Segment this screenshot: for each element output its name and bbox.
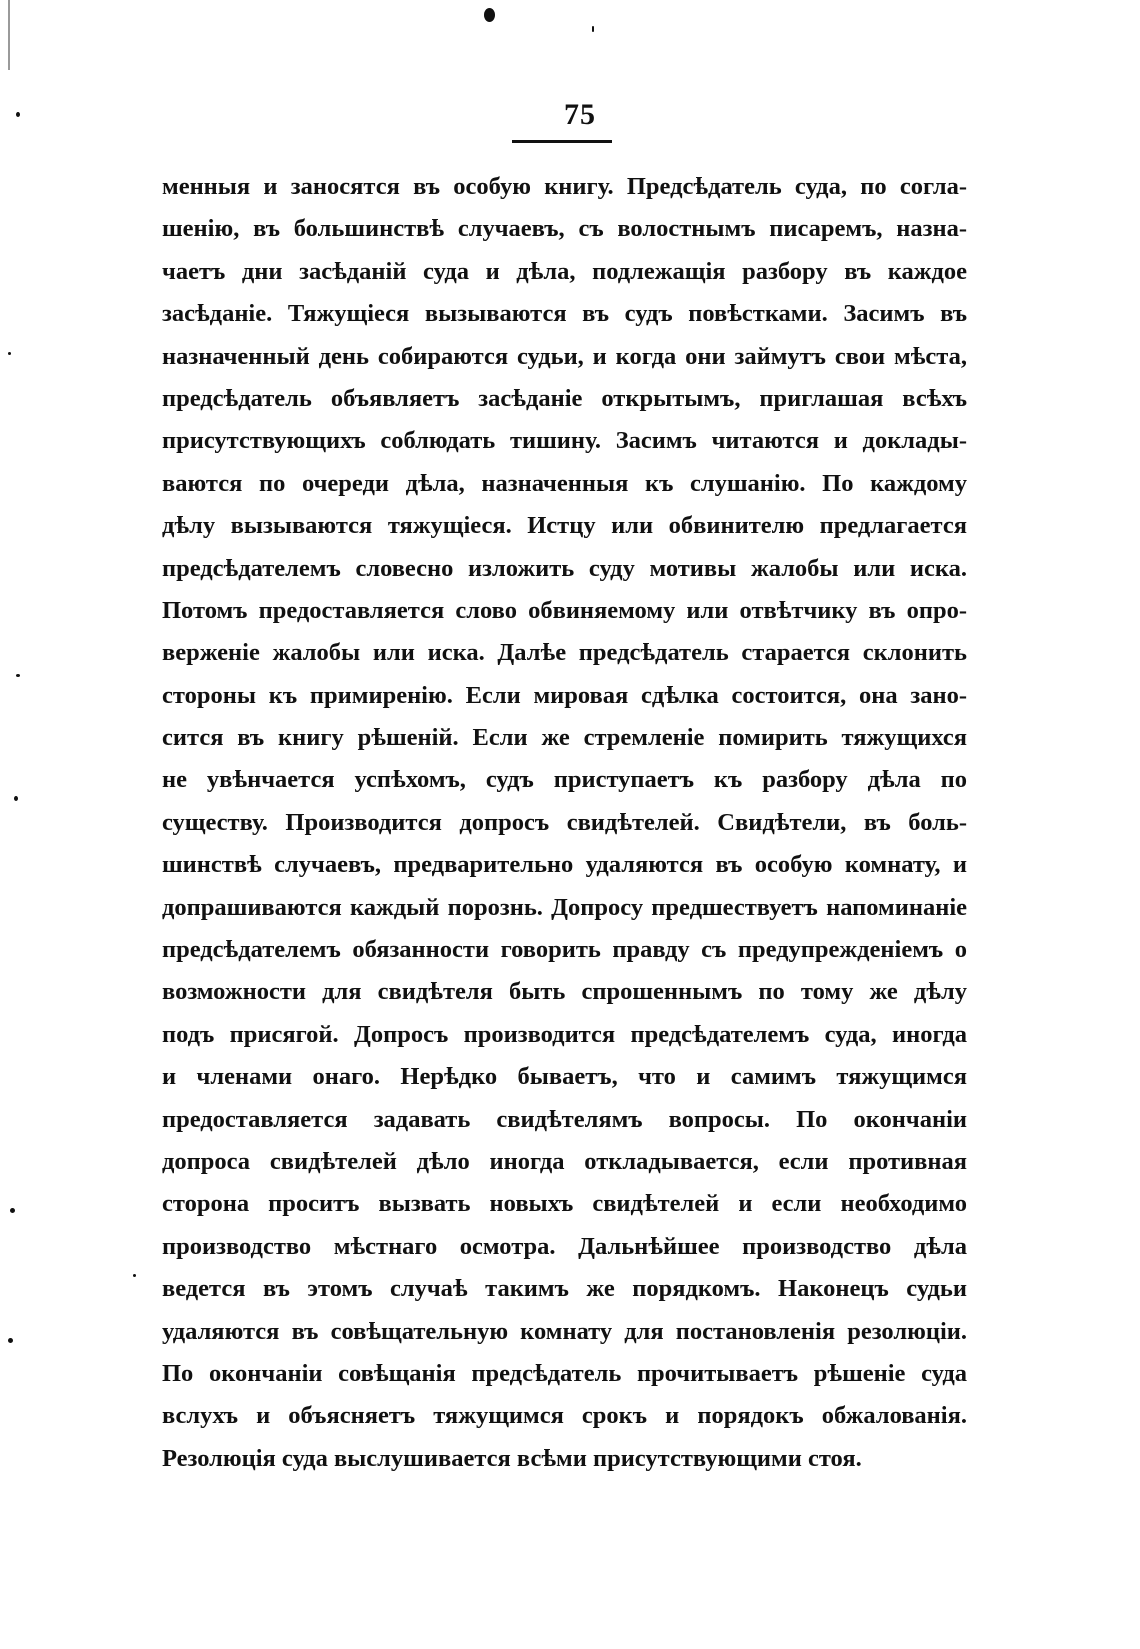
scan-speck: [14, 796, 18, 801]
scan-speck: [484, 8, 495, 22]
text-line: подъ присягой. Допросъ производится предсѣдателемъ суда, иногда: [162, 1020, 967, 1048]
text-line: сторона проситъ вызвать новыхъ свидѣтелей и если необходимо: [162, 1190, 967, 1218]
text-line: чаетъ дни засѣданій суда и дѣла, подлежащія разбору въ каждое: [162, 257, 967, 285]
text-line: удаляются въ совѣщательную комнату для постановленія резолюціи.: [162, 1317, 967, 1345]
text-line: и членами онаго. Нерѣдко бываетъ, что и самимъ тяжущимся: [162, 1063, 967, 1091]
page-number: 75: [564, 98, 596, 131]
text-line: предсѣдатель объявляетъ засѣданіе открытымъ, приглашая всѣхъ: [162, 384, 967, 412]
scan-speck: [592, 26, 594, 32]
text-line: предсѣдателемъ словесно изложить суду мотивы жалобы или иска.: [162, 554, 967, 582]
scan-speck: [16, 674, 20, 677]
scan-speck: [8, 352, 11, 355]
text-line: стороны къ примиренію. Если мировая сдѣлка состоится, она зано-: [162, 681, 967, 709]
scan-speck: [8, 1338, 13, 1343]
text-line: Потомъ предоставляется слово обвиняемому или отвѣтчику въ опро-: [162, 596, 967, 624]
text-line: дѣлу вызываются тяжущіеся. Истцу или обвинителю предлагается: [162, 512, 967, 540]
text-line: менныя и заносятся въ особую книгу. Предсѣдатель суда, по согла-: [162, 173, 967, 200]
text-line: верженіе жалобы или иска. Далѣе предсѣдатель старается склонить: [162, 639, 967, 667]
text-line: ведется въ этомъ случаѣ такимъ же порядкомъ. Наконецъ судьи: [162, 1275, 967, 1303]
page-number-rule: [512, 140, 612, 143]
text-line: шенію, въ большинствѣ случаевъ, съ волостнымъ писаремъ, назна-: [162, 215, 967, 243]
text-line: возможности для свидѣтеля быть спрошеннымъ по тому же дѣлу: [162, 978, 967, 1006]
text-line: существу. Производится допросъ свидѣтелей. Свидѣтели, въ боль-: [162, 808, 967, 836]
text-line: сится въ книгу рѣшеній. Если же стремленіе помирить тяжущихся: [162, 724, 967, 752]
text-line: допрашиваются каждый порознь. Допросу предшествуетъ напоминаніе: [162, 893, 967, 921]
text-line: Резолюція суда выслушивается всѣми присутствующими стоя.: [162, 1444, 862, 1472]
scan-speck: [133, 1274, 136, 1277]
text-line: шинствѣ случаевъ, предварительно удаляются въ особую комнату, и: [162, 851, 967, 879]
body-text: [162, 166, 967, 1480]
text-line: производство мѣстнаго осмотра. Дальнѣйшее производство дѣла: [162, 1232, 967, 1260]
text-line: предсѣдателемъ обязанности говорить правду съ предупрежденіемъ о: [162, 936, 967, 964]
text-line: предоставляется задавать свидѣтелямъ вопросы. По окончаніи: [162, 1105, 967, 1133]
scan-speck: [10, 1208, 15, 1213]
text-line: засѣданіе. Тяжущіеся вызываются въ судъ повѣстками. Засимъ въ: [162, 300, 967, 328]
text-line: не увѣнчается успѣхомъ, судъ приступаетъ къ разбору дѣла по: [162, 766, 967, 794]
text-line: допроса свидѣтелей дѣло иногда откладывается, если противная: [162, 1147, 967, 1175]
text-line: назначенный день собираются судьи, и когда они займутъ свои мѣста,: [162, 342, 967, 370]
text-line: присутствующихъ соблюдать тишину. Засимъ читаются и доклады-: [162, 427, 967, 455]
page-edge-line: [8, 0, 10, 70]
text-line: По окончаніи совѣщанія предсѣдатель прочитываетъ рѣшеніе суда: [162, 1359, 967, 1387]
text-line: ваются по очереди дѣла, назначенныя къ слушанію. По каждому: [162, 469, 967, 497]
text-line: вслухъ и объясняетъ тяжущимся срокъ и порядокъ обжалованія.: [162, 1402, 967, 1430]
